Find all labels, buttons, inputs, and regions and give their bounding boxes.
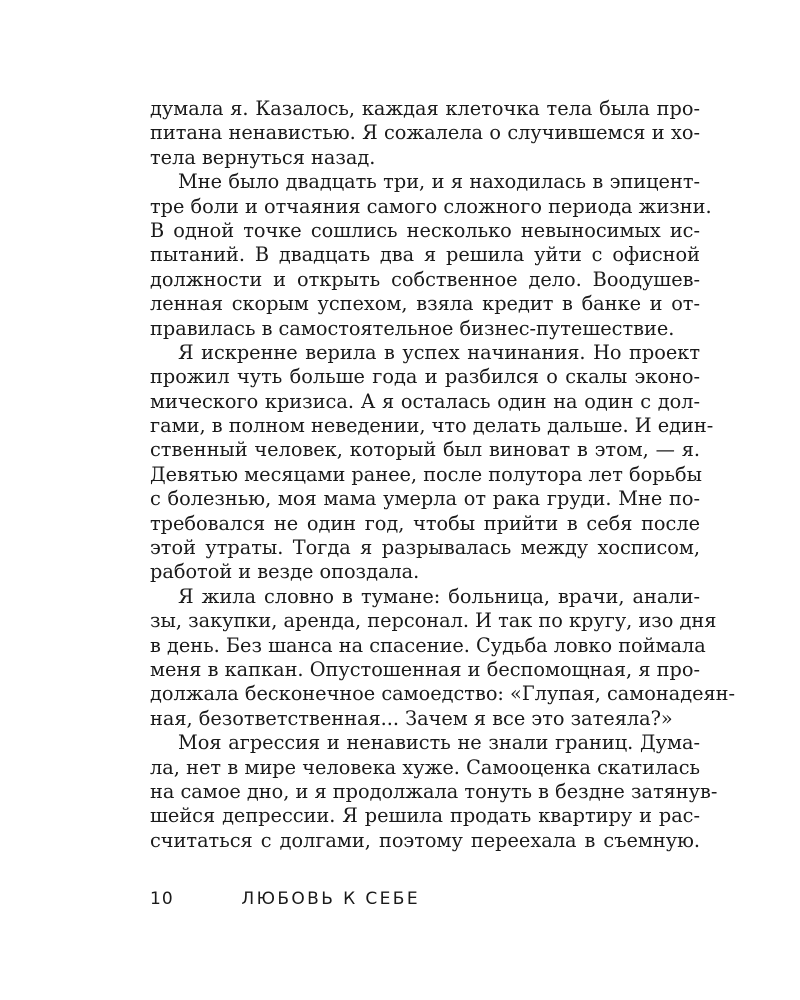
text-line: пытаний. В двадцать два я решила уйти с офисной: [150, 243, 700, 267]
text-line: ленная скорым успехом, взяла кредит в банке и от-: [150, 292, 700, 316]
text-line: Девятью месяцами ранее, после полутора лет борьбы: [150, 462, 703, 486]
text-line: ная, безответственная... Зачем я все это затеяла?»: [150, 706, 673, 730]
text-line: Моя агрессия и ненависть не знали границ. Дума-: [178, 731, 700, 755]
text-line: Мне было двадцать три, и я находилась в эпицент-: [178, 170, 700, 194]
text-line: должности и открыть собственное дело. Воодушев-: [150, 267, 700, 291]
text-line: ственный человек, который был виноват в этом, — я.: [150, 438, 700, 462]
body-text: [150, 97, 736, 853]
text-line: шейся депрессии. Я решила продать квартиру и рас-: [150, 804, 700, 828]
text-line: тела вернуться назад.: [150, 145, 376, 169]
running-title: ЛЮБОВЬ К СЕБЕ: [241, 889, 421, 909]
text-line: тре боли и отчаяния самого сложного периода жизни.: [150, 194, 712, 218]
text-line: должала бесконечное самоедство: «Глупая, самонадеян-: [150, 682, 736, 706]
text-line: ла, нет в мире человека хуже. Самооценка скатилась: [150, 755, 700, 779]
page-footer: [150, 889, 420, 909]
text-line: зы, закупки, аренда, персонал. И так по кругу, изо дня: [150, 609, 717, 633]
page-number: 10: [150, 889, 174, 909]
text-line: В одной точке сошлись несколько невыносимых ис-: [150, 218, 700, 242]
text-line: в день. Без шанса на спасение. Судьба ловко поймала: [150, 633, 706, 657]
text-line: Я жила словно в тумане: больница, врачи, анали-: [178, 584, 700, 608]
text-line: Я искренне верила в успех начинания. Но проект: [178, 340, 700, 364]
text-line: думала я. Казалось, каждая клеточка тела была про-: [150, 97, 700, 120]
text-line: прожил чуть больше года и разбился о скалы эконо-: [150, 365, 700, 389]
text-line: на самое дно, и я продолжала тонуть в бездне затянув-: [150, 779, 718, 803]
text-line: гами, в полном неведении, что делать дальше. И един-: [150, 414, 714, 438]
text-line: мического кризиса. А я осталась один на один с дол-: [150, 389, 700, 413]
text-line: требовался не один год, чтобы прийти в себя после: [150, 511, 700, 535]
text-line: работой и везде опоздала.: [150, 560, 420, 584]
text-line: питана ненавистью. Я сожалела о случившемся и хо-: [150, 121, 700, 145]
text-line: с болезнью, моя мама умерла от рака груди. Мне по-: [150, 487, 700, 511]
text-line: считаться с долгами, поэтому переехала в съемную.: [150, 828, 700, 852]
text-line: меня в капкан. Опустошенная и беспомощная, я про-: [150, 657, 700, 681]
text-line: правилась в самостоятельное бизнес-путешествие.: [150, 316, 675, 340]
text-line: этой утраты. Тогда я разрывалась между хосписом,: [150, 536, 700, 560]
